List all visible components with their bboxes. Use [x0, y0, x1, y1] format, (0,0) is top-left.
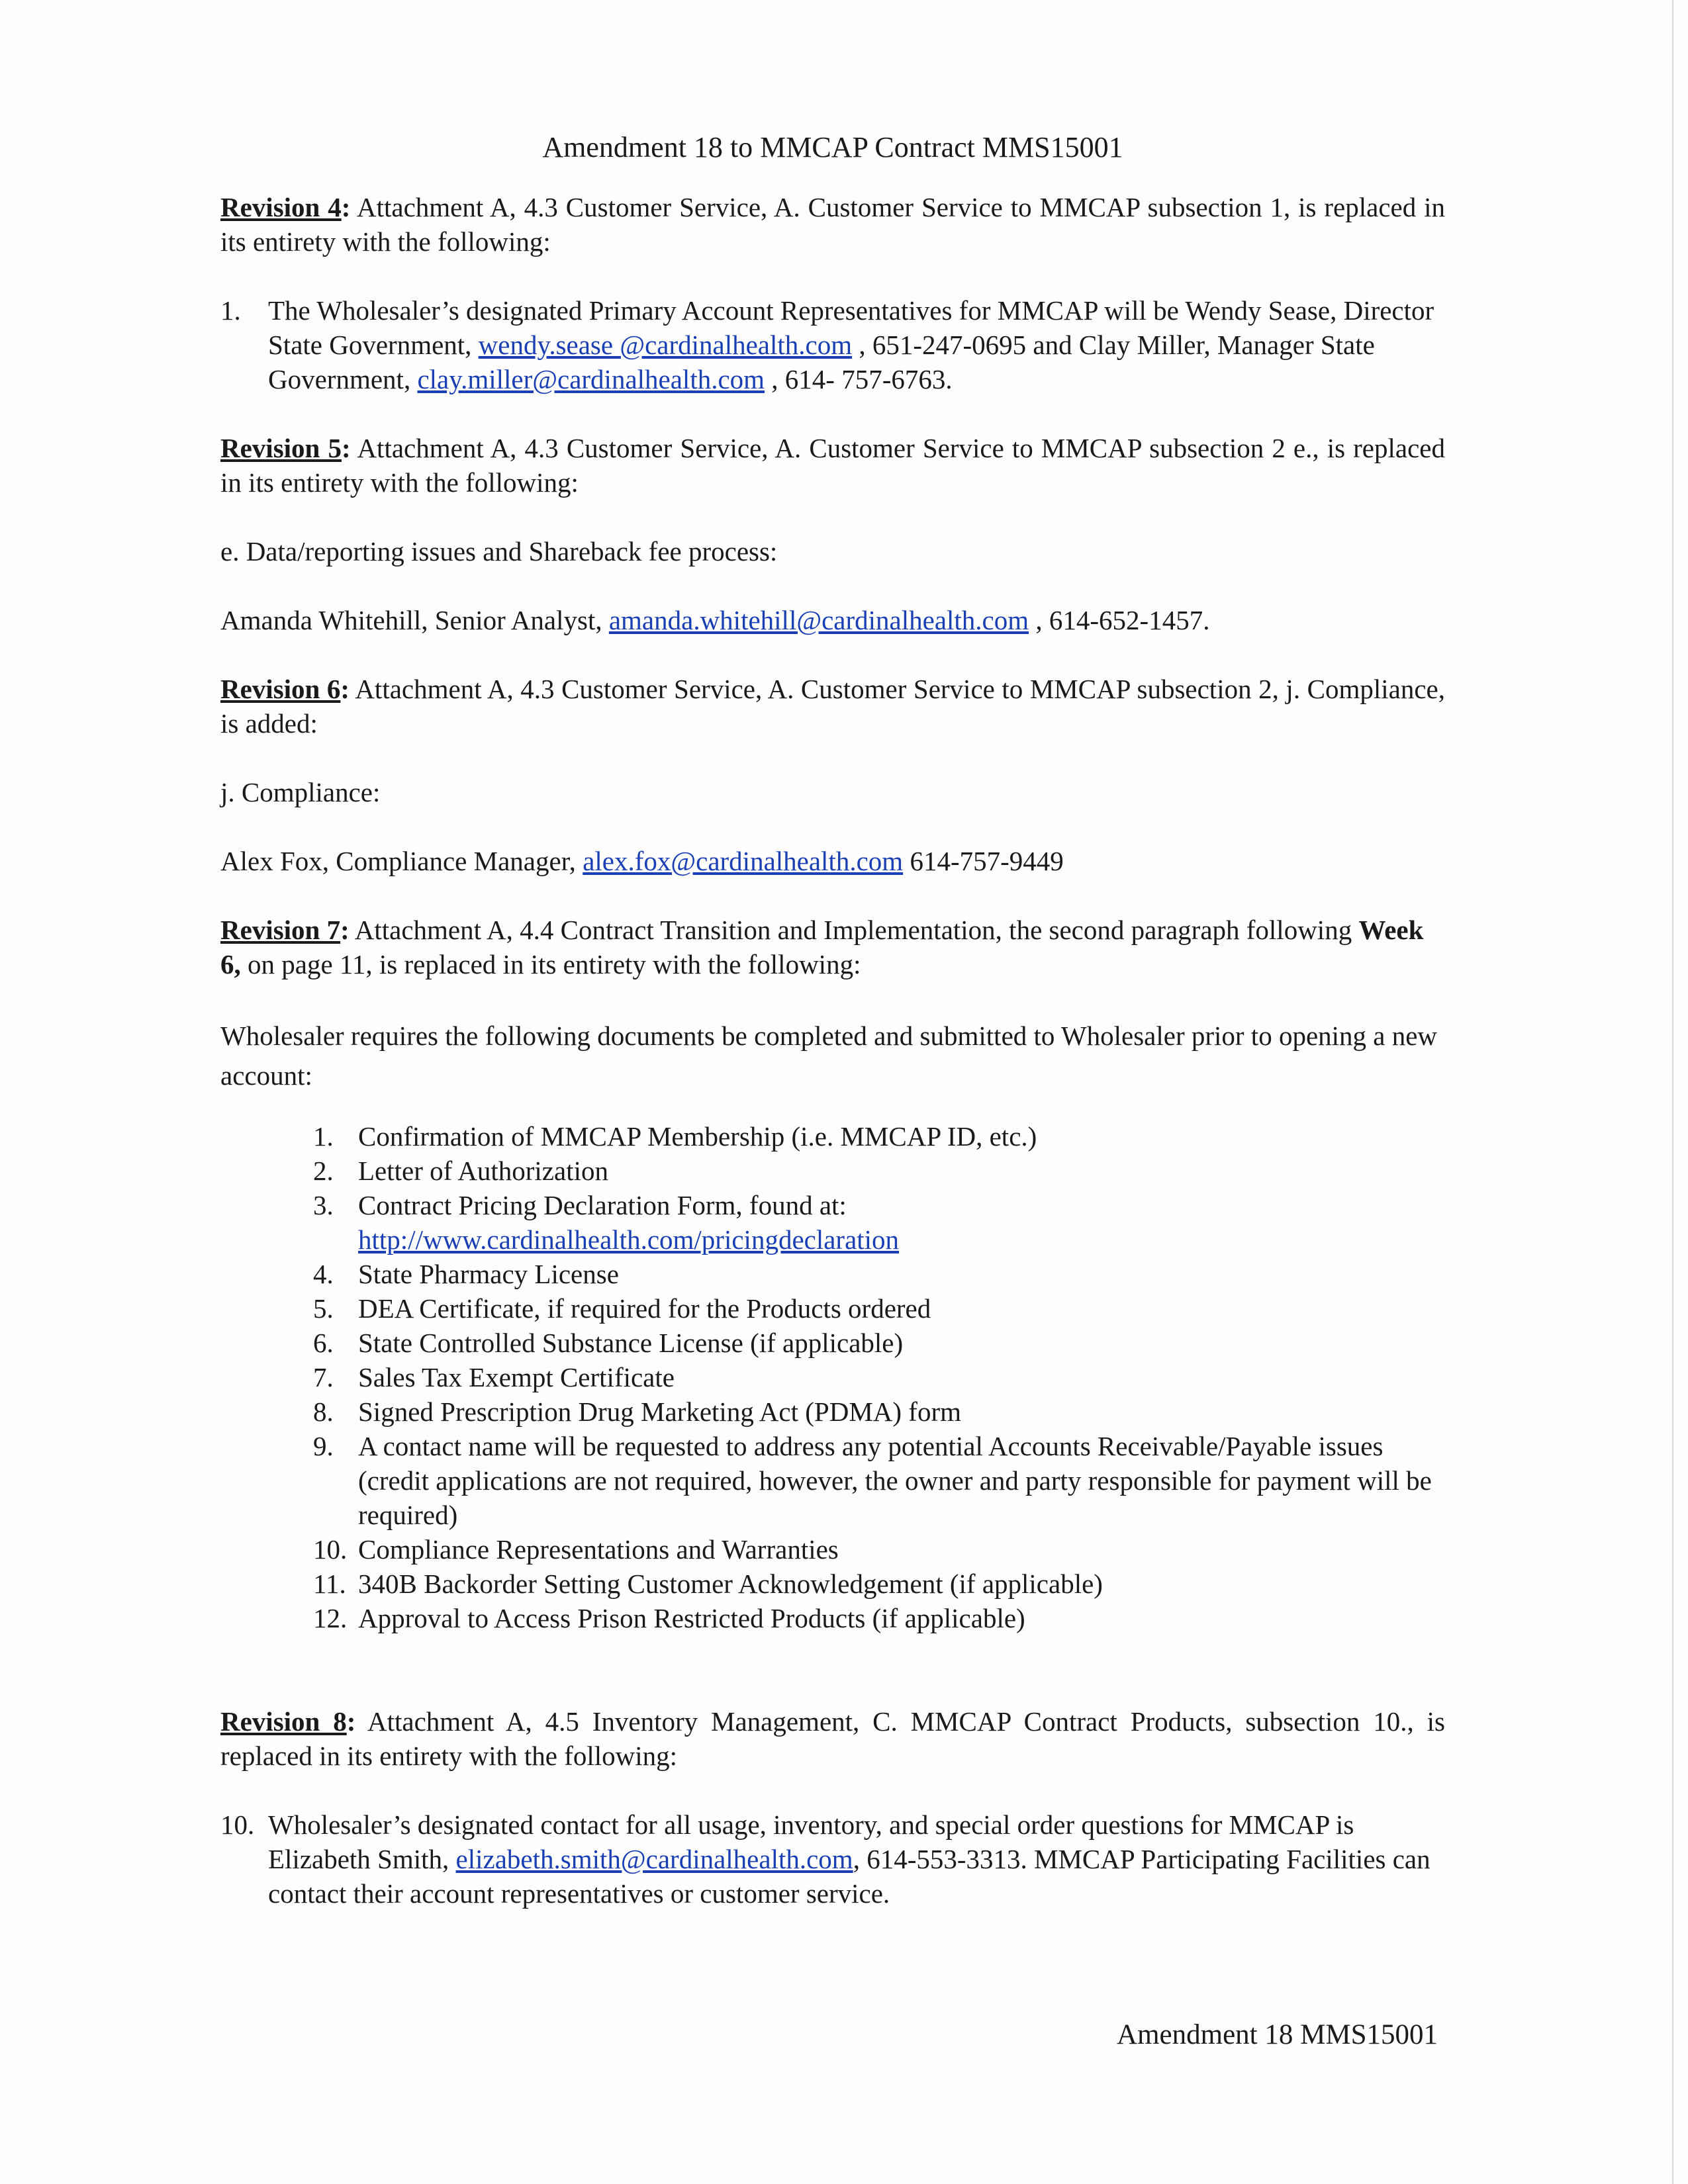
document-list-item: [313, 1291, 1452, 1326]
document-list-item: [313, 1154, 1452, 1188]
email-link-amanda[interactable]: amanda.whitehill@cardinalhealth.com: [608, 605, 1029, 635]
list-item-number: 9.: [313, 1431, 334, 1461]
page-footer: Amendment 18 MMS15001: [1117, 2019, 1438, 2050]
email-link-alex[interactable]: alex.fox@cardinalhealth.com: [583, 846, 904, 876]
document-title: Amendment 18 to MMCAP Contract MMS15001: [542, 131, 1123, 163]
revision-7-intro: Wholesaler requires the following documents be completed and submitted to Wholesaler prior to opening a new account:: [220, 1021, 1438, 1091]
list-item-number: 11.: [313, 1569, 346, 1599]
revision-5-subheading: e. Data/reporting issues and Shareback fee process:: [220, 536, 778, 567]
revision-4-label: Revision 4: [220, 192, 342, 222]
list-item-text: Compliance Representations and Warranties: [358, 1534, 839, 1565]
revision-5-label: Revision 5: [220, 433, 342, 463]
revision-7-paragraph: Revision 7: Attachment A, 4.4 Contract Transition and Implementation, the second paragraph following Week 6, on page 11, is replaced in its entirety with the following:: [220, 915, 1424, 979]
revision-4-item: 1. The Wholesaler’s designated Primary Account Representatives for MMCAP will be Wendy Sease, Director State Government, wendy.sease @cardinalhealth.com , 651-247-0695 and Clay Miller, Manager State Government, clay.miller@cardinalhealth.com , 614- 757-6763.: [220, 295, 1434, 394]
list-item-text: Letter of Authorization: [358, 1156, 608, 1186]
list-item-text: Confirmation of MMCAP Membership (i.e. MMCAP ID, etc.): [358, 1121, 1037, 1152]
document-list-item: [313, 1532, 1452, 1567]
document-list-item: [313, 1326, 1452, 1360]
list-item-text: 340B Backorder Setting Customer Acknowledgement (if applicable): [358, 1569, 1103, 1599]
list-item-text: Signed Prescription Drug Marketing Act (PDMA) form: [358, 1396, 961, 1427]
list-item-number: 4.: [313, 1259, 334, 1289]
list-item-number: 5.: [313, 1293, 334, 1324]
required-documents-list: [313, 1119, 1452, 1635]
document-body: [220, 129, 1445, 1911]
revision-6-contact: Alex Fox, Compliance Manager, alex.fox@cardinalhealth.com 614-757-9449: [220, 846, 1064, 876]
pricing-declaration-link[interactable]: http://www.cardinalhealth.com/pricingdeclaration: [358, 1224, 900, 1255]
list-item-number: 10.: [313, 1534, 348, 1565]
list-item-number: 2.: [313, 1156, 334, 1186]
list-item-text: A contact name will be requested to address any potential Accounts Receivable/Payable issues (credit applications are not required, however, the owner and party responsible for payment will be required): [358, 1431, 1432, 1530]
list-item-text: Sales Tax Exempt Certificate: [358, 1362, 675, 1392]
document-list-item: [313, 1188, 1452, 1257]
document-list-item: [313, 1360, 1452, 1394]
email-link-elizabeth[interactable]: elizabeth.smith@cardinalhealth.com: [455, 1844, 853, 1874]
list-item-text: Approval to Access Prison Restricted Products (if applicable): [358, 1603, 1025, 1633]
list-item-number: 1.: [313, 1121, 334, 1152]
revision-4-paragraph: Revision 4: Attachment A, 4.3 Customer Service, A. Customer Service to MMCAP subsection 1, is replaced in its entirety with the following:: [220, 192, 1445, 257]
list-item-text: State Pharmacy License: [358, 1259, 619, 1289]
page-edge: [1672, 0, 1673, 2184]
list-item-number: 6.: [313, 1328, 334, 1358]
email-link-clay[interactable]: clay.miller@cardinalhealth.com: [417, 364, 765, 394]
revision-6-paragraph: Revision 6: Attachment A, 4.3 Customer Service, A. Customer Service to MMCAP subsection 2, j. Compliance, is added:: [220, 674, 1445, 739]
email-link-wendy[interactable]: wendy.sease @cardinalhealth.com: [478, 330, 853, 360]
document-list-item: [313, 1119, 1452, 1154]
document-list-item: [313, 1394, 1452, 1429]
list-item-text: State Controlled Substance License (if applicable): [358, 1328, 904, 1358]
revision-8-paragraph: Revision 8: Attachment A, 4.5 Inventory Management, C. MMCAP Contract Products, subsection 10., is replaced in its entirety with the following:: [220, 1706, 1445, 1771]
list-item-text: Contract Pricing Declaration Form, found at:: [358, 1190, 847, 1220]
revision-6-label: Revision 6: [220, 674, 341, 704]
document-list-item: [313, 1257, 1452, 1291]
revision-7-label: Revision 7: [220, 915, 341, 945]
list-item-number: 12.: [313, 1603, 348, 1633]
revision-6-subheading: j. Compliance:: [220, 777, 381, 807]
revision-8-item: 10. Wholesaler’s designated contact for all usage, inventory, and special order questions for MMCAP is Elizabeth Smith, elizabeth.smith@cardinalhealth.com, 614-553-3313. MMCAP Participating Facilities can contact their account representatives or customer service.: [220, 1809, 1430, 1909]
revision-5-contact: Amanda Whitehill, Senior Analyst, amanda.whitehill@cardinalhealth.com , 614-652-1457.: [220, 605, 1210, 635]
list-item-text: DEA Certificate, if required for the Products ordered: [358, 1293, 931, 1324]
list-item-number: 8.: [313, 1396, 334, 1427]
document-list-item: [313, 1429, 1452, 1532]
revision-8-label: Revision 8: [220, 1706, 347, 1737]
revision-5-paragraph: Revision 5: Attachment A, 4.3 Customer Service, A. Customer Service to MMCAP subsection 2 e., is replaced in its entirety with the following:: [220, 433, 1445, 498]
document-list-item: [313, 1601, 1452, 1635]
week-6-reference: Week 6,: [220, 915, 1424, 979]
document-list-item: [313, 1567, 1452, 1601]
list-item-number: 7.: [313, 1362, 334, 1392]
list-item-number: 3.: [313, 1190, 334, 1220]
